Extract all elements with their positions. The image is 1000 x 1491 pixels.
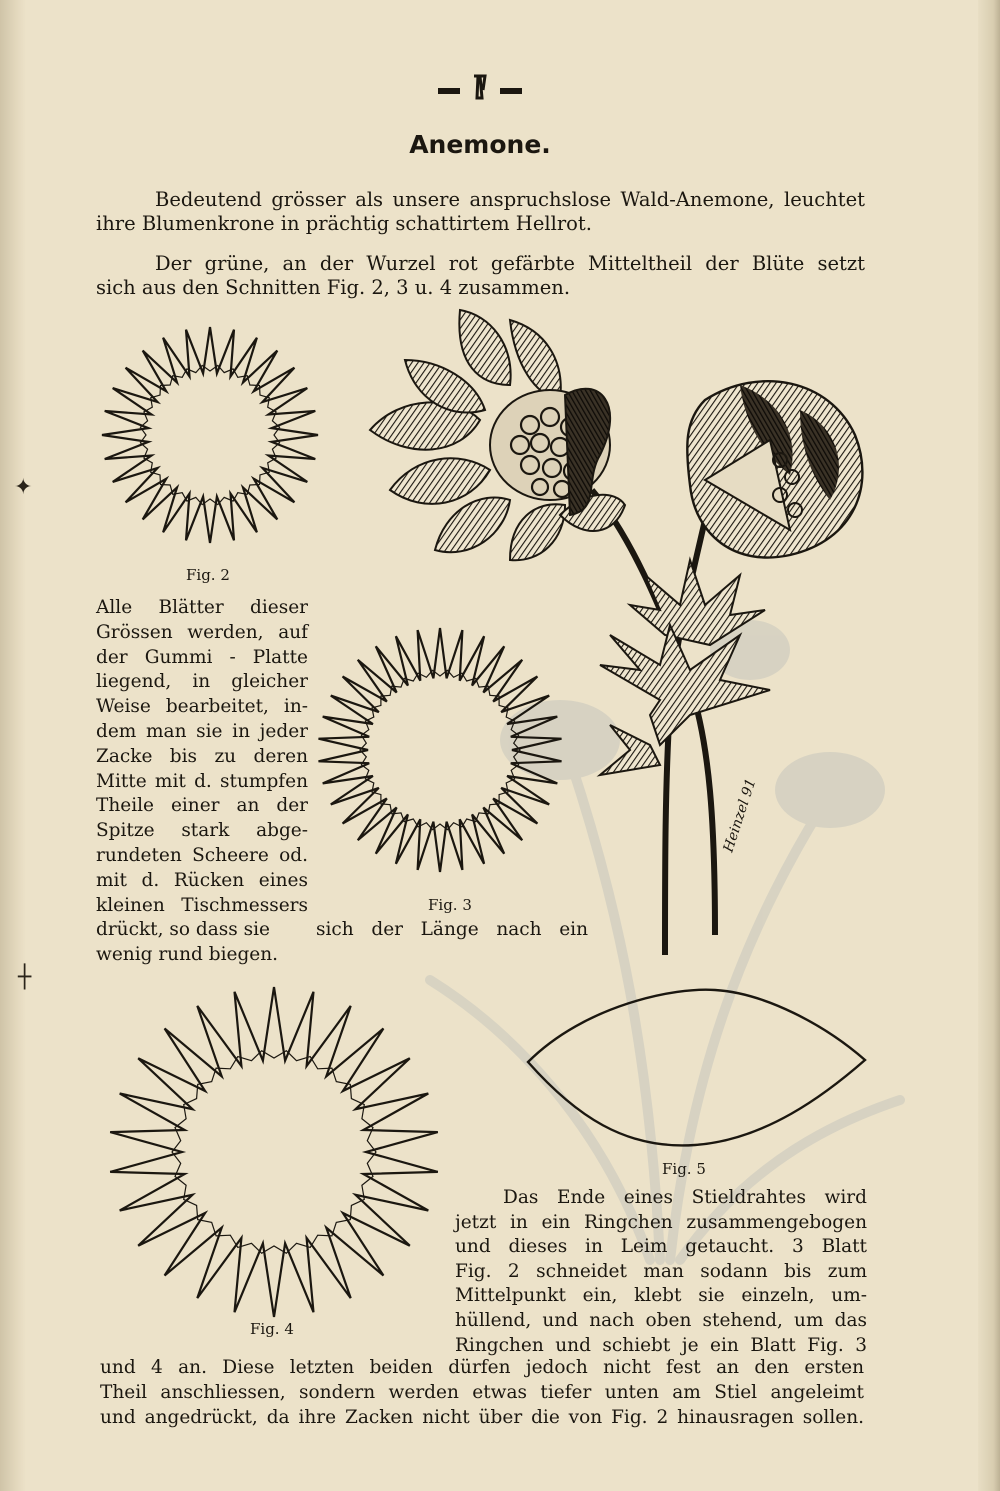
right-block-line: Ringchen und schiebt je ein Blatt Fig. 3 xyxy=(455,1334,867,1356)
header-ornament xyxy=(430,70,530,102)
left-col-line: der Gummi - Platte xyxy=(96,646,308,668)
fig2-star-shape xyxy=(100,320,320,550)
fig4-caption: Fig. 4 xyxy=(250,1320,294,1338)
left-col-line: Alle Blätter dieser xyxy=(96,597,308,618)
left-col-line: Grössen werden, auf xyxy=(96,621,308,643)
page-edge xyxy=(978,0,1000,1491)
left-col-line-14a: drückt, so dass sie xyxy=(96,919,270,940)
fig2-caption: Fig. 2 xyxy=(186,566,230,584)
bottom-line-1: und 4 an. Diese letzten beiden dürfen jedoch nicht fest an den ersten xyxy=(100,1357,864,1378)
intro-line-1: Bedeutend grösser als unsere anspruchslose Wald-Anemone, leuchtet xyxy=(155,188,865,211)
fig4-star-shape xyxy=(102,985,447,1320)
anemone-illustration xyxy=(360,305,870,945)
fig5-caption: Fig. 5 xyxy=(662,1160,706,1178)
fig3-caption: Fig. 3 xyxy=(428,896,472,914)
left-col-line-15: wenig rund biegen. xyxy=(96,944,279,965)
right-block-line: hüllend, und nach oben stehend, um das xyxy=(455,1310,867,1331)
right-block-line: Mittelpunkt ein, klebt sie einzeln, um- xyxy=(455,1285,867,1307)
left-col-line: kleinen Tischmessers xyxy=(96,894,308,916)
left-col-line: liegend, in gleicher xyxy=(96,671,308,693)
left-col-line: Weise bearbeitet, in- xyxy=(96,696,308,718)
left-col-line: Mitte mit d. stumpfen xyxy=(96,770,308,792)
para2-line-1: Der grüne, an der Wurzel rot gefärbte Mitteltheil der Blüte setzt xyxy=(155,252,865,275)
right-block-line: Das Ende eines Stieldrahtes wird xyxy=(503,1187,867,1208)
left-col-line: dem man sie in jeder xyxy=(96,721,308,742)
left-col-line: Theile einer an der xyxy=(96,795,308,817)
left-col-line: mit d. Rücken eines xyxy=(96,869,308,891)
fig5-petal-shape xyxy=(525,985,870,1155)
bottom-line-2: Theil anschliessen, sondern werden etwas tiefer unten am Stiel angeleimt xyxy=(100,1382,864,1403)
binding-mark: ┼ xyxy=(18,965,32,990)
binding-gutter xyxy=(0,0,26,1491)
page-title: Anemone. xyxy=(409,130,551,159)
right-block-line: und dieses in Leim getaucht. 3 Blatt xyxy=(455,1236,867,1258)
bottom-line-3: und angedrückt, da ihre Zacken nicht über die von Fig. 2 hinausragen sollen. xyxy=(100,1407,864,1428)
right-block-line: jetzt in ein Ringchen zusammengebogen xyxy=(455,1211,867,1233)
artist-signature: Heinzel 91 xyxy=(720,776,760,855)
left-col-line: rundeten Scheere od. xyxy=(96,845,308,866)
left-col-line: Zacke bis zu deren xyxy=(96,745,308,767)
left-col-line: Spitze stark abge- xyxy=(96,820,308,842)
para2-line-2: sich aus den Schnitten Fig. 2, 3 u. 4 zusammen. xyxy=(96,276,571,299)
intro-line-2: ihre Blumenkrone in prächtig schattirtem Hellrot. xyxy=(96,212,592,235)
binding-mark: ✦ xyxy=(14,475,33,500)
right-block-line: Fig. 2 schneidet man sodann bis zum xyxy=(455,1260,867,1282)
left-col-line-14b: sich der Länge nach ein xyxy=(316,919,588,940)
